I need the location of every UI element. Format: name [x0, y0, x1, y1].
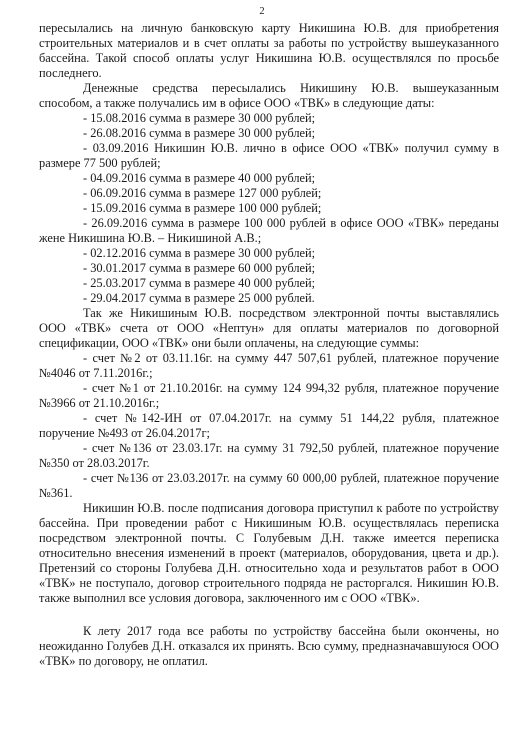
payment-item: - 29.04.2017 сумма в размере 25 000 рублей.: [83, 291, 315, 305]
paragraph-invoices-intro: Так же Никишиным Ю.В. посредством электронной почты выставлялись ООО «ТВК» счета от ООО «Нептун» для оплаты материалов по договорной спецификации, ООО «ТВК» они были оплачены, на следующие суммы:: [39, 306, 499, 350]
paragraph-payment-dates: Денежные средства пересылались Никишину Ю.В. вышеуказанным способом, а также получались им в офисе ООО «ТВК» в следующие даты:: [39, 81, 499, 110]
invoice-item: - счет №136 от 23.03.17г. на сумму 31 792,50 рублей, платежное поручение №350 от 28.03.2017г.: [39, 441, 499, 470]
invoice-item: - счет №136 от 23.03.2017г. на сумму 60 000,00 рублей, платежное поручение №361.: [39, 471, 499, 500]
payment-item: - 03.09.2016 Никишин Ю.В. лично в офисе ООО «ТВК» получил сумму в размере 77 500 рублей;: [39, 141, 499, 170]
paragraph-gap: [39, 606, 499, 624]
paragraph-contract-work: Никишин Ю.В. после подписания договора приступил к работе по устройству бассейна. При проведении работ с Никишиным Ю.В. осуществлялась переписка посредством электронной почты. С Голубевым Д.Н. также имеется переписка относительно внесения изменений в проект (материалов, оборудования, цвета и др.). Претензий со стороны Голубева Д.Н. относительно хода и результатов работ в ООО «ТВК» не поступало, договор строительного подряда не расторгался. Никишин Ю.В. также выполнил все условия договора, заключенного им с ООО «ТВК».: [39, 501, 499, 605]
payment-list: [39, 111, 499, 306]
page-number: 2: [259, 6, 265, 17]
document-body: [39, 21, 499, 669]
payment-item: - 26.08.2016 сумма в размере 30 000 рублей;: [83, 126, 316, 140]
payment-item: - 30.01.2017 сумма в размере 60 000 рублей;: [83, 261, 316, 275]
invoice-list: [39, 351, 499, 501]
invoice-item: - счет №142-ИН от 07.04.2017г. на сумму 51 144,22 рубля, платежное поручение №493 от 26.04.2017г;: [39, 411, 499, 440]
payment-item: - 02.12.2016 сумма в размере 30 000 рублей;: [83, 246, 316, 260]
payment-item: - 06.09.2016 сумма в размере 127 000 рублей;: [83, 186, 322, 200]
invoice-item: - счет №2 от 03.11.16г. на сумму 447 507,61 рублей, платежное поручение №4046 от 7.11.2016г.;: [39, 351, 499, 380]
payment-item: - 04.09.2016 сумма в размере 40 000 рублей;: [83, 171, 316, 185]
payment-item: - 26.09.2016 сумма в размере 100 000 рублей в офисе ООО «ТВК» переданы жене Никишина Ю.В. – Никишиной А.В.;: [39, 216, 499, 245]
payment-item: - 25.03.2017 сумма в размере 40 000 рублей;: [83, 276, 316, 290]
paragraph-completion: К лету 2017 года все работы по устройству бассейна были окончены, но неожиданно Голубев Д.Н. отказался их принять. Всю сумму, предназначавшуюся ООО «ТВК» по договору, не оплатил.: [39, 624, 499, 668]
payment-item: - 15.09.2016 сумма в размере 100 000 рублей;: [83, 201, 322, 215]
paragraph-transfers: пересылались на личную банковскую карту Никишина Ю.В. для приобретения строительных материалов и в счет оплаты за работы по устройству вышеуказанного бассейна. Такой способ оплаты услуг Никишина Ю.В. осуществлялся по просьбе последнего.: [39, 21, 499, 80]
payment-item: - 15.08.2016 сумма в размере 30 000 рублей;: [83, 111, 316, 125]
invoice-item: - счет №1 от 21.10.2016г. на сумму 124 994,32 рубля, платежное поручение №3966 от 21.10.2016г.;: [39, 381, 499, 410]
